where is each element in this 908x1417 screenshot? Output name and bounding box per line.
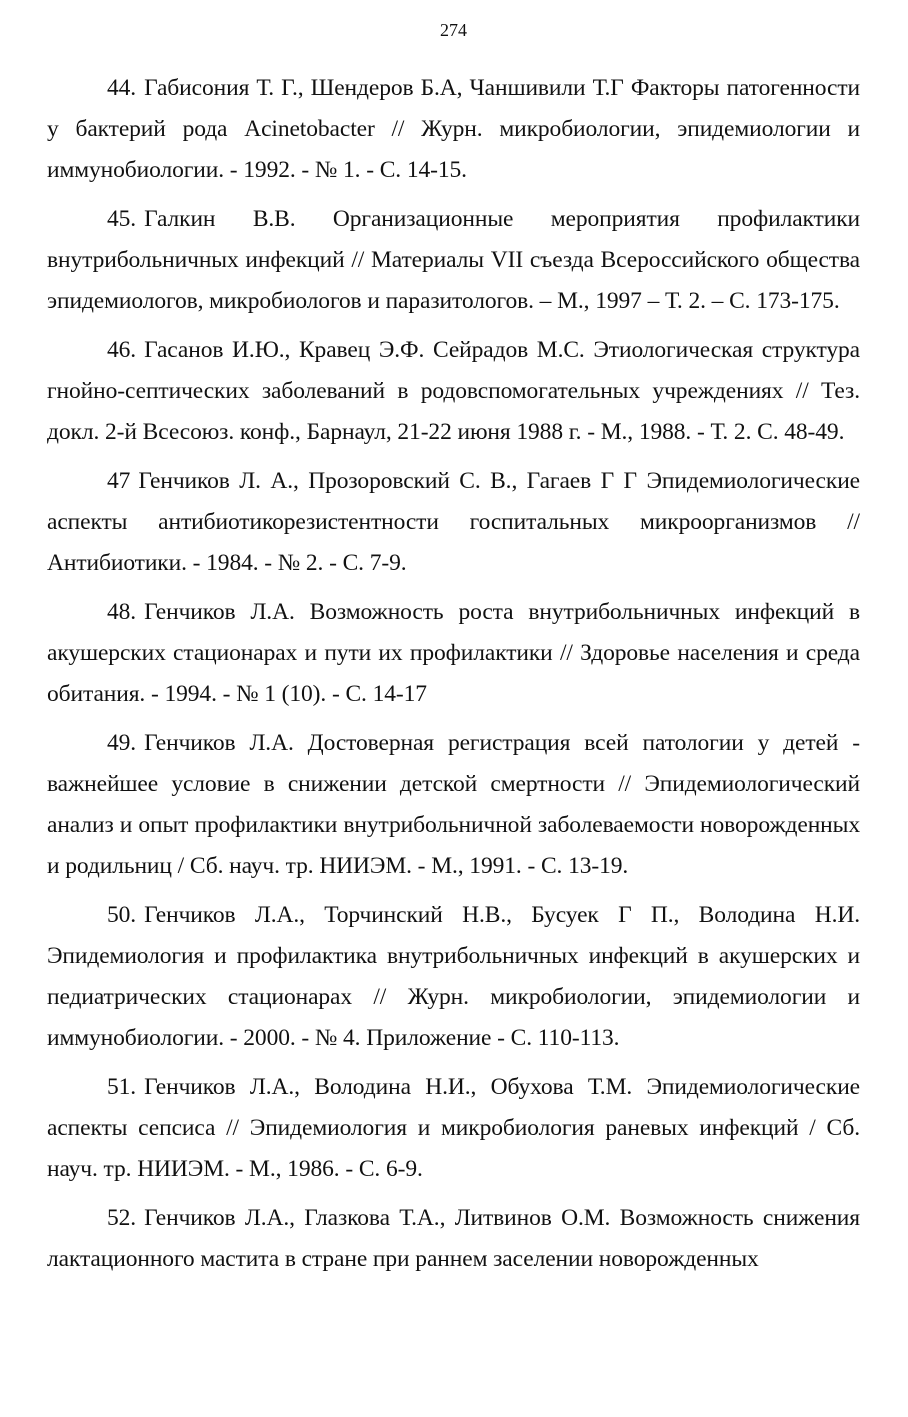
- reference-text: Генчиков Л.А., Торчинский Н.В., Бусуек Г П., Володина Н.И. Эпидемиология и профилактика внутрибольничных инфекций в акушерских и педиатрических стационарах // Журн. микробиологии, эпидемиологии и иммунобиологии. - 2000. - № 4. Приложение - С. 110-113.: [47, 902, 860, 1051]
- reference-item: [47, 1198, 860, 1280]
- reference-item: [47, 461, 860, 584]
- reference-number: 47: [107, 468, 131, 494]
- reference-number: 44.: [107, 75, 137, 101]
- reference-item: [47, 1067, 860, 1190]
- reference-item: [47, 592, 860, 715]
- reference-number: 48.: [107, 599, 137, 625]
- reference-text: Галкин В.В. Организационные мероприятия профилактики внутрибольничных инфекций // Материалы VII съезда Всероссийского общества эпидемиологов, микробиологов и паразитологов. – М., 1997 – Т. 2. – С. 173-175.: [47, 206, 860, 314]
- reference-text: Генчиков Л. А., Прозоровский С. В., Гагаев Г Г Эпидемиологические аспекты антибиотикорезистентности госпитальных микроорганизмов // Антибиотики. - 1984. - № 2. - С. 7-9.: [47, 468, 860, 576]
- reference-text: Генчиков Л.А. Достоверная регистрация всей патологии у детей - важнейшее условие в снижении детской смертности // Эпидемиологический анализ и опыт профилактики внутрибольничной заболеваемости новорожденных и родильниц / Сб. науч. тр. НИИЭМ. - М., 1991. - С. 13-19.: [47, 730, 860, 879]
- reference-item: [47, 895, 860, 1059]
- reference-number: 45.: [107, 206, 137, 232]
- reference-number: 50.: [107, 902, 137, 928]
- reference-number: 49.: [107, 730, 137, 756]
- reference-text: Габисония Т. Г., Шендеров Б.А, Чаншивили Т.Г Факторы патогенности у бактерий рода Acinetobacter // Журн. микробиологии, эпидемиологии и иммунобиологии. - 1992. - № 1. - С. 14-15.: [47, 75, 860, 183]
- reference-item: [47, 330, 860, 453]
- reference-text: Гасанов И.Ю., Кравец Э.Ф. Сейрадов М.С. Этиологическая структура гнойно-септических заболеваний в родовспомогательных учреждениях // Тез. докл. 2-й Всесоюз. конф., Барнаул, 21-22 июня 1988 г. - М., 1988. - Т. 2. С. 48-49.: [47, 337, 860, 445]
- reference-item: [47, 723, 860, 887]
- reference-item: [47, 68, 860, 191]
- page-number: 274: [440, 20, 467, 40]
- reference-text: Генчиков Л.А., Володина Н.И., Обухова Т.М. Эпидемиологические аспекты сепсиса // Эпидемиология и микробиология раневых инфекций / Сб. науч. тр. НИИЭМ. - М., 1986. - С. 6-9.: [47, 1074, 860, 1182]
- reference-item: [47, 199, 860, 322]
- reference-text: Генчиков Л.А., Глазкова Т.А., Литвинов О.М. Возможность снижения лактационного мастита в стране при раннем заселении новорожденных: [47, 1205, 860, 1272]
- reference-number: 51.: [107, 1074, 137, 1100]
- reference-number: 46.: [107, 337, 137, 363]
- reference-number: 52.: [107, 1205, 137, 1231]
- reference-list: [47, 68, 860, 1280]
- reference-text: Генчиков Л.А. Возможность роста внутрибольничных инфекций в акушерских стационарах и пути их профилактики // Здоровье населения и среда обитания. - 1994. - № 1 (10). - С. 14-17: [47, 599, 860, 707]
